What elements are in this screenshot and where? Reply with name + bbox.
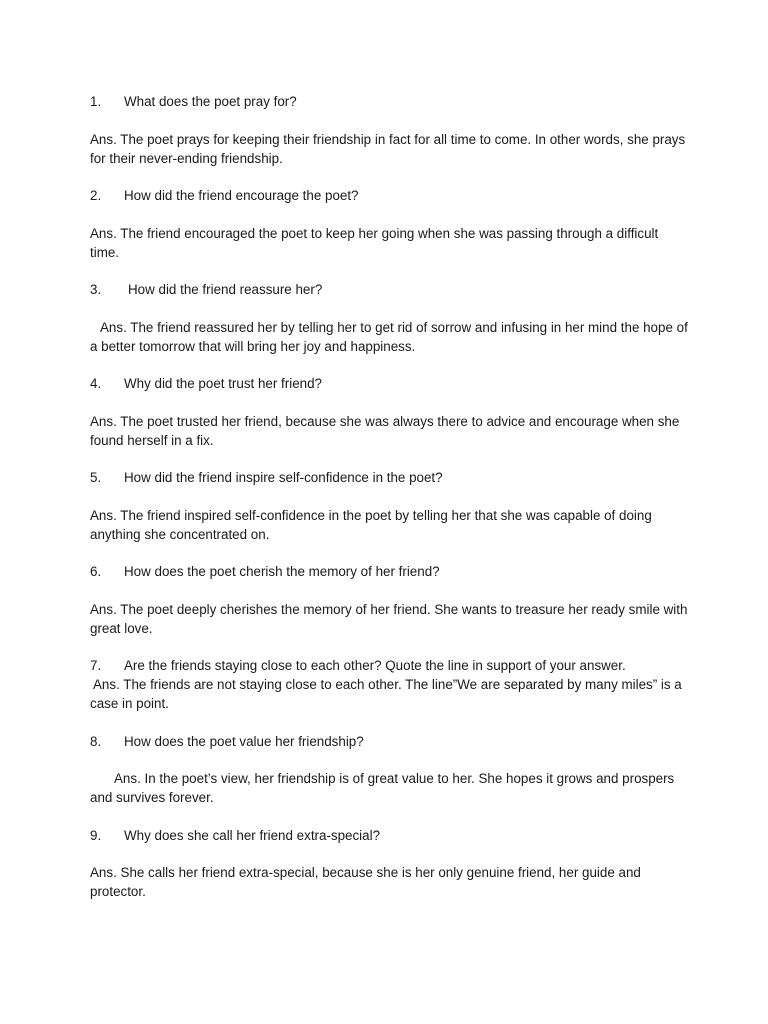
question-number: 8. (90, 734, 102, 749)
question-number: 3. (90, 282, 102, 297)
question-1 (90, 92, 690, 111)
question-text: How did the friend inspire self-confidence in the poet? (124, 470, 443, 485)
question-7 (90, 656, 690, 675)
question-text: How does the poet value her friendship? (124, 734, 364, 749)
question-number: 4. (90, 376, 102, 391)
question-text: Why does she call her friend extra-special? (124, 828, 381, 843)
question-text: How did the friend reassure her? (128, 282, 323, 297)
question-8 (90, 732, 690, 751)
answer-2: Ans. The friend encouraged the poet to keep her going when she was passing through a difficult time. (90, 226, 659, 260)
question-2 (90, 186, 690, 205)
question-text: How did the friend encourage the poet? (124, 188, 359, 203)
question-number: 6. (90, 564, 102, 579)
question-text: Are the friends staying close to each other? Quote the line in support of your answer. (124, 658, 626, 673)
answer-3: Ans. The friend reassured her by telling her to get rid of sorrow and infusing in her mind the hope of a better tomorrow that will bring her joy and happiness. (90, 320, 688, 354)
question-number: 9. (90, 828, 102, 843)
question-number: 5. (90, 470, 102, 485)
answer-6: Ans. The poet deeply cherishes the memory of her friend. She wants to treasure her ready smile with great love. (90, 602, 688, 636)
answer-9: Ans. She calls her friend extra-special, because she is her only genuine friend, her guide and protector. (90, 865, 641, 899)
question-6 (90, 562, 690, 581)
answer-7: Ans. The friends are not staying close to each other. The line”We are separated by many miles” is a case in point. (90, 677, 682, 711)
question-text: Why did the poet trust her friend? (124, 376, 322, 391)
question-number: 7. (90, 658, 102, 673)
answer-1: Ans. The poet prays for keeping their friendship in fact for all time to come. In other words, she prays for their never-ending friendship. (90, 132, 686, 166)
answer-8: Ans. In the poet’s view, her friendship is of great value to her. She hopes it grows and prospers and survives forever. (90, 771, 675, 805)
answer-5: Ans. The friend inspired self-confidence in the poet by telling her that she was capable of doing anything she concentrated on. (90, 508, 652, 542)
question-5 (90, 468, 690, 487)
question-3 (90, 280, 690, 299)
question-4 (90, 374, 690, 393)
answer-4: Ans. The poet trusted her friend, because she was always there to advice and encourage when she found herself in a fix. (90, 414, 680, 448)
question-text: What does the poet pray for? (124, 94, 297, 109)
question-number: 2. (90, 188, 102, 203)
question-number: 1. (90, 94, 102, 109)
question-9 (90, 826, 690, 845)
question-text: How does the poet cherish the memory of her friend? (124, 564, 440, 579)
